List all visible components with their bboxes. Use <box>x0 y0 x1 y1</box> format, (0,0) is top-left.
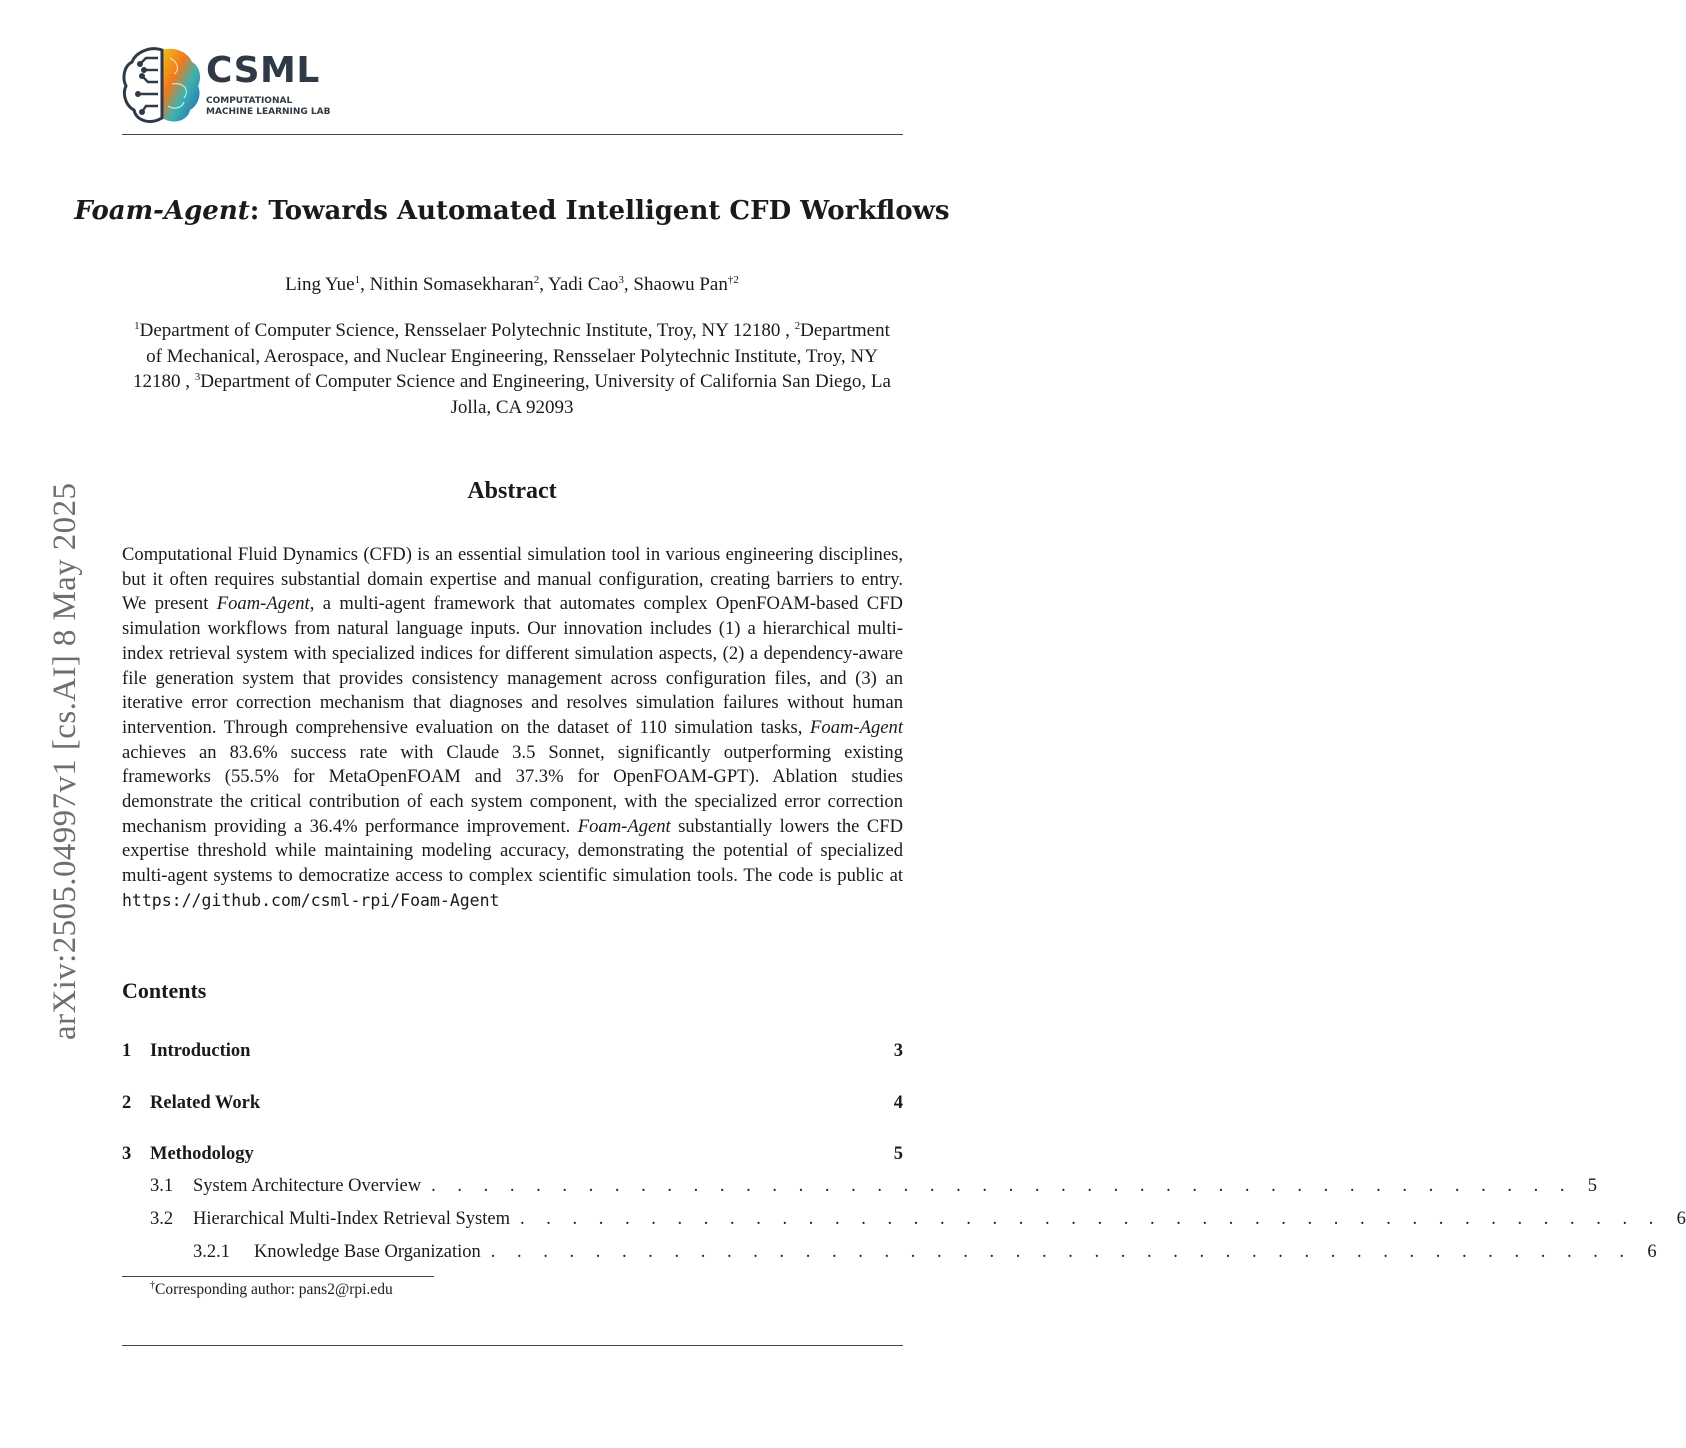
affiliation-mark: 1 <box>134 320 140 332</box>
toc-number: 2 <box>122 1093 132 1113</box>
toc-entry[interactable] <box>122 1144 903 1168</box>
affiliation-text: Department of Computer Science, Rensselaer Polytechnic Institute, Troy, NY 12180 , <box>139 320 790 341</box>
toc-title: Hierarchical Multi-Index Retrieval System <box>193 1209 510 1229</box>
footer-rule <box>122 1345 903 1346</box>
lab-logo <box>122 44 352 128</box>
toc-title: Knowledge Base Organization <box>254 1242 481 1262</box>
paper-title <box>0 196 1024 226</box>
author-mark: †2 <box>727 274 739 286</box>
author-list: Ling Yue$^1$, Nithin Somasekharan$^2$, Yadi Cao$^3$, Shaowu Pan$^{\dagger 2}$ <box>285 274 739 295</box>
toc-title: System Architecture Overview <box>193 1176 422 1196</box>
toc-number: 3.2 <box>150 1209 174 1229</box>
brain-logo-icon <box>122 44 202 128</box>
system-name: Foam-Agent <box>216 593 310 615</box>
footnote-mark: † <box>150 1280 155 1291</box>
toc-title: Methodology <box>150 1144 254 1164</box>
title-system-name: Foam-Agent <box>74 196 250 226</box>
author-mark: 3 <box>618 274 624 286</box>
toc-number: 3.2.1 <box>193 1242 230 1262</box>
logo-subtitle: COMPUTATIONAL MACHINE LEARNING LAB <box>206 96 331 117</box>
toc-entry[interactable] <box>122 1093 903 1117</box>
toc-page: 6 <box>1676 1209 1686 1229</box>
toc-page: 5 <box>1587 1176 1597 1196</box>
toc-title: Related Work <box>150 1093 261 1113</box>
affiliations <box>124 318 900 420</box>
contents-heading: Contents <box>122 978 207 1003</box>
header-rule <box>122 134 903 135</box>
footnote-text: Corresponding author: pans2@rpi.edu <box>155 1281 393 1298</box>
arxiv-identifier-stamp: arXiv:2505.04997v1 [cs.AI] 8 May 2025 <box>47 482 83 1040</box>
author-mark: 2 <box>533 274 540 286</box>
abstract-heading: Abstract <box>467 478 557 504</box>
footnote-rule <box>122 1276 434 1277</box>
toc-leader-dots: . . . . . . . . . . . . . . . . . . . . . . . . . . . . . . . . . . . . . . . . . . . . <box>431 1176 1573 1196</box>
toc-title: Introduction <box>150 1041 251 1061</box>
author-name: Yadi Cao <box>548 274 619 295</box>
toc-entry[interactable] <box>150 1209 1686 1233</box>
system-name: Foam-Agent <box>577 815 671 837</box>
toc-leader-dots: . . . . . . . . . . . . . . . . . . . . . . . . . . . . . . . . . . . . . . . . . . . . <box>519 1209 1662 1229</box>
code-url-link[interactable]: https://github.com/csml-rpi/Foam-Agent <box>122 890 500 910</box>
author-mark: 1 <box>354 274 361 286</box>
toc-number: 1 <box>122 1041 132 1061</box>
logo-name: CSML <box>206 50 320 91</box>
author-name: Ling Yue <box>285 274 355 295</box>
toc-leader-dots: . . . . . . . . . . . . . . . . . . . . . . . . . . . . . . . . . . . . . . . . . . . . <box>490 1242 1633 1262</box>
toc-entry[interactable] <box>122 1041 903 1065</box>
author-name: Nithin Somasekharan <box>369 274 534 295</box>
toc-page: 3 <box>893 1041 903 1061</box>
footnote <box>150 1281 393 1299</box>
toc-number: 3 <box>122 1144 132 1164</box>
author-name: Shaowu Pan <box>633 274 728 295</box>
toc-entry[interactable] <box>150 1176 1597 1200</box>
affiliation-text: Department of Computer Science and Engineering, University of California San Diego, La Jolla, CA 92093 <box>200 371 891 418</box>
affiliation-mark: 3 <box>194 371 201 383</box>
system-name: Foam-Agent <box>810 716 903 738</box>
toc-entry[interactable] <box>193 1242 1657 1266</box>
affiliation-mark: 2 <box>794 320 801 332</box>
affiliation-text: Department of Mechanical, Aerospace, and Nuclear Engineering, Rensselaer Polytechnic Institute, Troy, NY 12180 , <box>133 320 890 392</box>
abstract-text: Computational Fluid Dynamics (CFD) is an essential simulation tool in various engineering disciplines, but it often requires substantial domain expertise and manual configuration, creating barriers to entry. We present Foam-Agent, a multi-agent framework that automates complex OpenFOAM-based CFD simulation workflows from natural language inputs. Our innovation includes (1) a hierarchical multi-index retrieval system with specialized indices for different simulation aspects, (2) a dependency-aware file generation system that provides consistency management across configuration files, and (3) an iterative error correction mechanism that diagnoses and resolves simulation failures without human intervention. Through comprehensive evaluation on the dataset of 110 simulation tasks, Foam-Agent achieves an 83.6% success rate with Claude 3.5 Sonnet, significantly outperforming existing frameworks (55.5% for MetaOpenFOAM and 37.3% for OpenFOAM-GPT). Ablation studies demonstrate the critical contribution of each system component, with the specialized error correction mechanism providing a 36.4% performance improvement. Foam-Agent substantially lowers the CFD expertise threshold while maintaining modeling accuracy, demonstrating the potential of specialized multi-agent systems to democratize access to complex scientific simulation tools. The code is public at https://github.com/csml-rpi/Foam-Agent <box>122 544 904 910</box>
toc-number: 3.1 <box>150 1176 174 1196</box>
title-rest: : Towards Automated Intelligent CFD Workflows <box>249 196 950 226</box>
toc-page: 4 <box>893 1093 903 1113</box>
toc-page: 6 <box>1647 1242 1657 1262</box>
toc-page: 5 <box>893 1144 903 1164</box>
